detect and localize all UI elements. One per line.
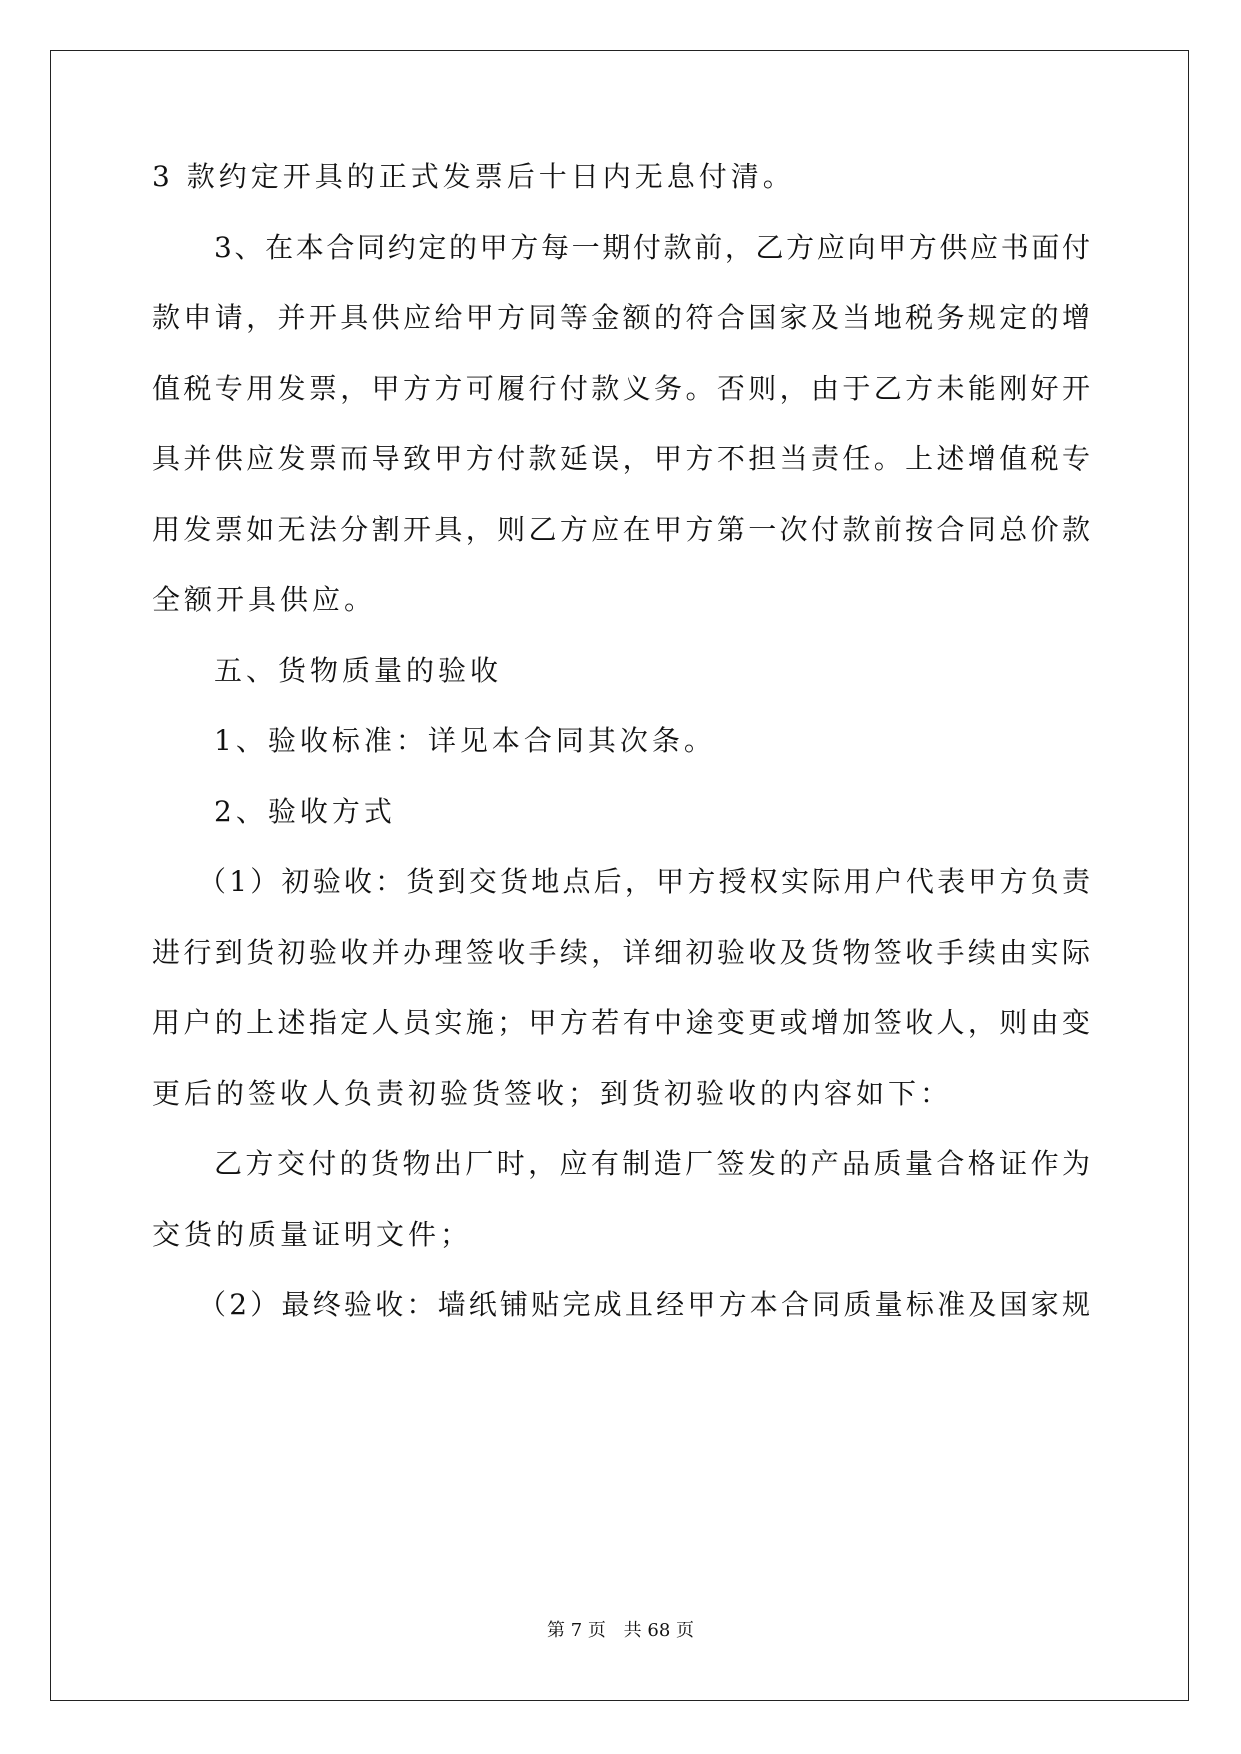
text-line-10: 2、验收方式 bbox=[214, 795, 396, 828]
page-number: 第 7 页 bbox=[547, 1620, 606, 1641]
text-line-15: 乙方交付的货物出厂时，应有制造厂签发的产品质量合格证作为 bbox=[214, 1147, 1090, 1180]
text-line-11: （1）初验收：货到交货地点后，甲方授权实际用户代表甲方负责 bbox=[198, 865, 1090, 898]
section-heading: 五、货物质量的验收 bbox=[214, 654, 503, 687]
page-total: 共 68 页 bbox=[623, 1620, 694, 1641]
text-line-4: 值税专用发票，甲方方可履行付款义务。否则，由于乙方未能刚好开 bbox=[152, 372, 1090, 405]
text-line-16: 交货的质量证明文件； bbox=[152, 1218, 473, 1251]
text-line-1: 3 款约定开具的正式发票后十日内无息付清。 bbox=[152, 160, 795, 193]
text-line-6: 用发票如无法分割开具，则乙方应在甲方第一次付款前按合同总价款 bbox=[152, 513, 1090, 546]
text-line-14: 更后的签收人负责初验货签收；到货初验收的内容如下： bbox=[152, 1077, 953, 1110]
text-line-2: 3、在本合同约定的甲方每一期付款前，乙方应向甲方供应书面付 bbox=[214, 231, 1090, 264]
text-line-13: 用户的上述指定人员实施；甲方若有中途变更或增加签收人，则由变 bbox=[152, 1006, 1090, 1039]
text-line-9: 1、验收标准：详见本合同其次条。 bbox=[214, 724, 716, 757]
text-line-12: 进行到货初验收并办理签收手续，详细初验收及货物签收手续由实际 bbox=[152, 936, 1090, 969]
text-line-3: 款申请，并开具供应给甲方同等金额的符合国家及当地税务规定的增 bbox=[152, 301, 1090, 334]
text-line-7: 全额开具供应。 bbox=[152, 583, 377, 616]
text-line-5: 具并供应发票而导致甲方付款延误，甲方不担当责任。上述增值税专 bbox=[152, 442, 1090, 475]
page-footer bbox=[0, 1616, 1241, 1642]
text-line-17: （2）最终验收：墙纸铺贴完成且经甲方本合同质量标准及国家规 bbox=[198, 1288, 1090, 1321]
